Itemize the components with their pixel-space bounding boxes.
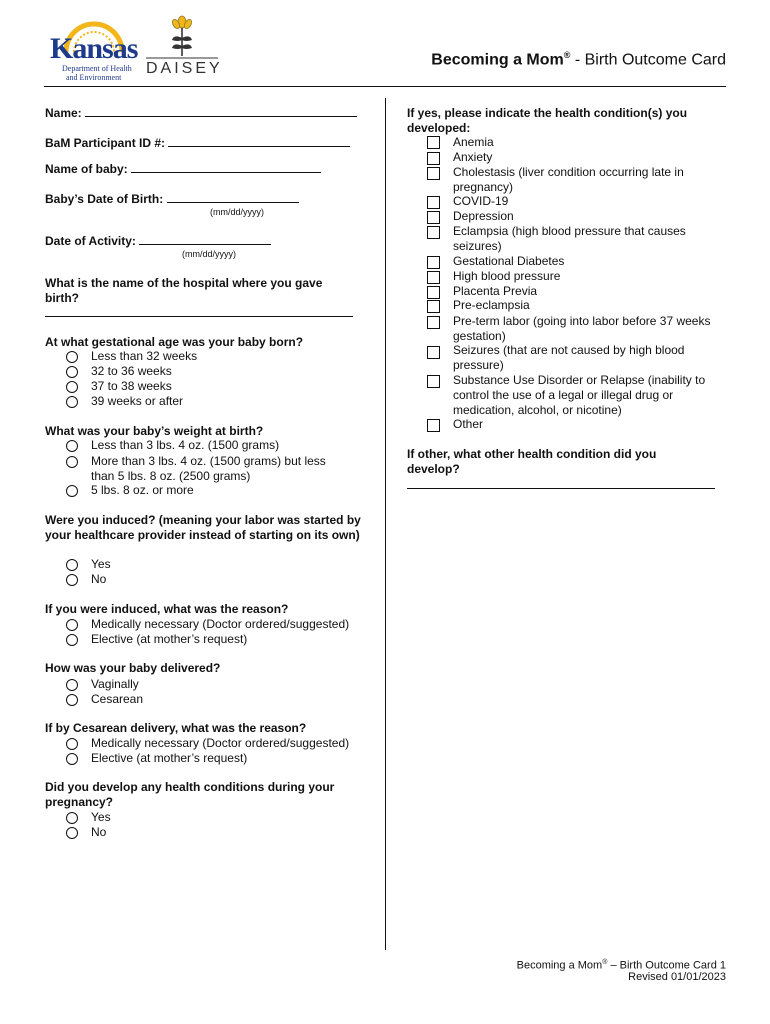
radio-button[interactable] — [66, 485, 78, 497]
baby-dob-blank[interactable] — [167, 202, 299, 203]
option-label: 5 lbs. 8 oz. or more — [91, 483, 194, 497]
conditions-question: If yes, please indicate the health condition(s) you developed: — [407, 106, 688, 135]
name-blank[interactable] — [85, 116, 357, 117]
other-condition-blank[interactable] — [407, 478, 715, 489]
footer-card-title: Becoming a Mom® – Birth Outcome Card 1 — [516, 959, 726, 972]
baby-name-field[interactable]: Name of baby: — [45, 162, 321, 177]
option-label: 37 to 38 weeks — [91, 379, 172, 393]
option-label: 32 to 36 weeks — [91, 364, 172, 378]
birth-weight-question: What was your baby’s weight at birth? — [45, 424, 264, 438]
radio-button[interactable] — [66, 753, 78, 765]
option-label: Less than 32 weeks — [91, 349, 198, 363]
condition-label: Anemia — [453, 135, 494, 149]
radio-button[interactable] — [66, 694, 78, 706]
radio-button[interactable] — [66, 381, 78, 393]
checkbox[interactable] — [427, 375, 440, 388]
kdhe-logo — [48, 18, 140, 82]
option-label: 39 weeks or after — [91, 394, 184, 408]
daisey-logo — [144, 14, 223, 80]
other-condition-question: If other, what other health condition did you develop? — [407, 447, 657, 476]
hospital-question: What is the name of the hospital where you gave birth? — [45, 276, 323, 305]
baby-name-blank[interactable] — [131, 172, 321, 173]
option-label: Elective (at mother’s request) — [91, 632, 248, 646]
option-label: No — [91, 572, 107, 586]
condition-label: High blood pressure — [453, 269, 561, 283]
activity-date-format: (mm/dd/yyyy) — [182, 249, 236, 259]
option-label: Medically necessary (Doctor ordered/suggested) — [91, 617, 350, 631]
option-label: Cesarean — [91, 692, 144, 706]
induced-question: Were you induced? (meaning your labor was started by your healthcare provider instead of starting on its own) — [45, 513, 361, 542]
checkbox[interactable] — [427, 196, 440, 209]
checkbox[interactable] — [427, 419, 440, 432]
option-label: Yes — [91, 810, 111, 824]
hospital-blank[interactable] — [45, 306, 353, 317]
checkbox[interactable] — [427, 136, 440, 149]
radio-button[interactable] — [66, 812, 78, 824]
condition-label: Gestational Diabetes — [453, 254, 565, 268]
condition-label: Anxiety — [453, 150, 493, 164]
participant-id-field[interactable]: BaM Participant ID #: — [45, 136, 350, 151]
dept-line-2: and Environment — [66, 73, 122, 82]
checkbox[interactable] — [427, 271, 440, 284]
condition-label: Eclampsia (high blood pressure that causes seizures) — [453, 224, 686, 253]
header-rule — [44, 86, 726, 87]
radio-button[interactable] — [66, 634, 78, 646]
option-label: No — [91, 825, 107, 839]
condition-label: Depression — [453, 209, 514, 223]
activity-date-blank[interactable] — [139, 244, 271, 245]
checkbox[interactable] — [427, 211, 440, 224]
radio-button[interactable] — [66, 679, 78, 691]
health-conditions-question: Did you develop any health conditions during your pregnancy? — [45, 780, 335, 809]
checkbox[interactable] — [427, 226, 440, 239]
delivery-question: How was your baby delivered? — [45, 661, 221, 675]
daisey-logo-text: DAISEY — [146, 60, 223, 77]
radio-button[interactable] — [66, 440, 78, 452]
kansas-logo-text: Kansas — [50, 32, 138, 65]
checkbox[interactable] — [427, 300, 440, 313]
checkbox[interactable] — [427, 256, 440, 269]
gestational-age-question: At what gestational age was your baby born? — [45, 335, 304, 349]
condition-label: Pre-eclampsia — [453, 298, 530, 312]
column-divider — [385, 98, 386, 950]
baby-dob-format: (mm/dd/yyyy) — [210, 207, 264, 217]
induced-reason-question: If you were induced, what was the reason? — [45, 602, 289, 616]
condition-label: Pre-term labor (going into labor before 37 weeks gestation) — [453, 314, 711, 343]
radio-button[interactable] — [66, 574, 78, 586]
checkbox[interactable] — [427, 167, 440, 180]
checkbox[interactable] — [427, 152, 440, 165]
condition-label: Substance Use Disorder or Relapse (inability to control the use of a legal or illegal drug or medication, alcohol, or nicotine) — [453, 373, 706, 417]
page-title: Becoming a Mom® - Birth Outcome Card — [431, 50, 726, 69]
condition-label: Other — [453, 417, 484, 431]
option-label: Vaginally — [91, 677, 139, 691]
radio-button[interactable] — [66, 827, 78, 839]
condition-label: Placenta Previa — [453, 284, 538, 298]
checkbox[interactable] — [427, 316, 440, 329]
condition-label: Cholestasis (liver condition occurring late in pregnancy) — [453, 165, 684, 194]
name-field[interactable]: Name: — [45, 106, 357, 121]
radio-button[interactable] — [66, 619, 78, 631]
option-label: Elective (at mother’s request) — [91, 751, 248, 765]
radio-button[interactable] — [66, 351, 78, 363]
dept-line-1: Department of Health — [62, 64, 132, 73]
checkbox[interactable] — [427, 346, 440, 359]
baby-dob-field[interactable]: Baby’s Date of Birth: — [45, 192, 299, 207]
option-label: Yes — [91, 557, 111, 571]
checkbox[interactable] — [427, 286, 440, 299]
option-label: Less than 3 lbs. 4 oz. (1500 grams) — [91, 438, 280, 452]
radio-button[interactable] — [66, 366, 78, 378]
radio-button[interactable] — [66, 456, 78, 468]
option-label: Medically necessary (Doctor ordered/suggested) — [91, 736, 350, 750]
radio-button[interactable] — [66, 396, 78, 408]
radio-button[interactable] — [66, 738, 78, 750]
radio-button[interactable] — [66, 559, 78, 571]
cesarean-reason-question: If by Cesarean delivery, what was the reason? — [45, 721, 307, 735]
activity-date-field[interactable]: Date of Activity: — [45, 234, 271, 249]
condition-label: Seizures (that are not caused by high blood pressure) — [453, 343, 685, 372]
footer-revised-date: Revised 01/01/2023 — [628, 971, 726, 983]
option-label: More than 3 lbs. 4 oz. (1500 grams) but less than 5 lbs. 8 oz. (2500 grams) — [91, 454, 326, 483]
daisy-flower-icon — [144, 14, 220, 60]
condition-label: COVID-19 — [453, 194, 509, 208]
participant-id-blank[interactable] — [168, 146, 350, 147]
